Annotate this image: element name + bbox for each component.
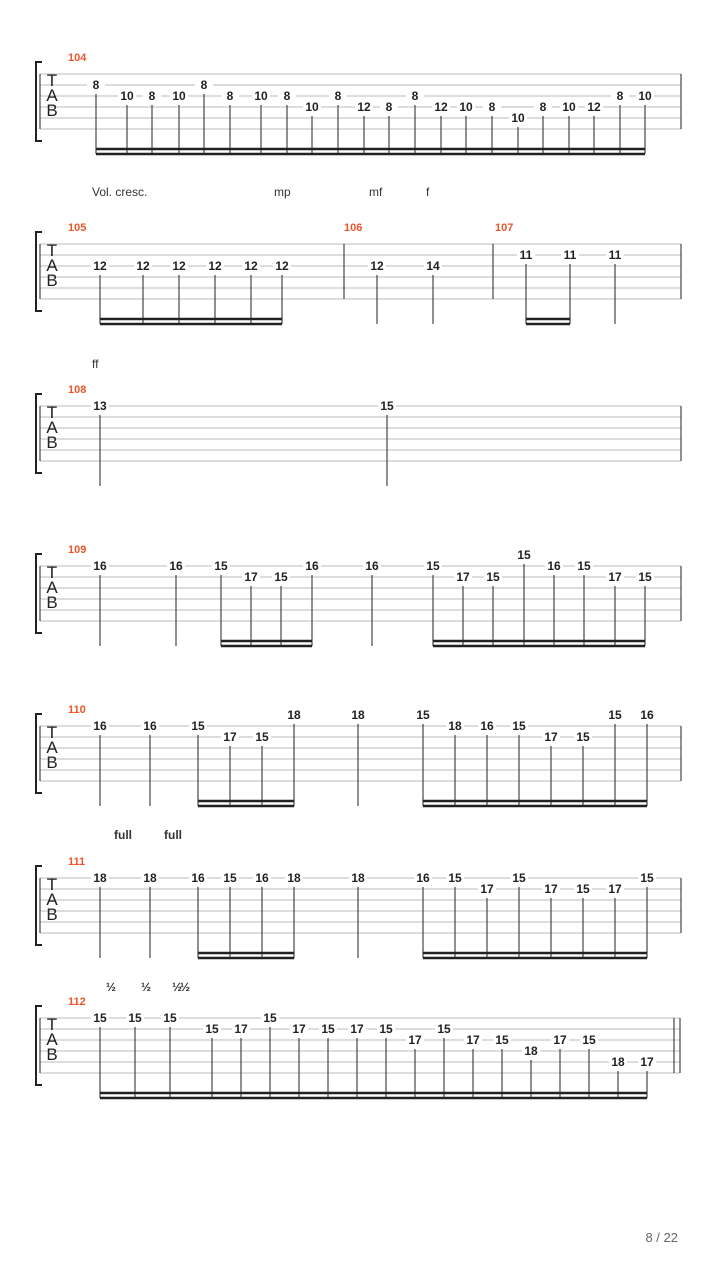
fret-number: 15	[128, 1011, 142, 1025]
fret-number: 8	[411, 89, 419, 103]
fret-number: 8	[92, 78, 100, 92]
fret-number: 15	[576, 730, 590, 744]
annotation-text: mp	[274, 185, 291, 199]
fret-number: 16	[191, 871, 205, 885]
tab-clef-letter: A	[46, 890, 58, 909]
tab-clef-letter: B	[46, 1045, 58, 1064]
measure-number: 112	[68, 996, 86, 1008]
fret-number: 17	[544, 730, 558, 744]
fret-number: 15	[274, 570, 288, 584]
fret-number: 15	[380, 399, 394, 413]
fret-number: 10	[511, 111, 525, 125]
fret-number: 16	[169, 559, 183, 573]
tab-clef-letter: B	[46, 753, 58, 772]
tab-clef-letter: A	[46, 738, 58, 757]
fret-number: 15	[517, 548, 531, 562]
fret-number: 17	[608, 570, 622, 584]
fret-number: 16	[640, 708, 654, 722]
fret-number: 16	[93, 559, 107, 573]
fret-number: 15	[93, 1011, 107, 1025]
fret-number: 16	[480, 719, 494, 733]
fret-number: 15	[448, 871, 462, 885]
measure-number: 107	[495, 222, 514, 234]
fret-number: 17	[640, 1055, 654, 1069]
fret-number: 16	[547, 559, 561, 573]
fret-number: 15	[437, 1022, 451, 1036]
fret-number: 15	[191, 719, 205, 733]
tab-clef-letter: B	[46, 101, 58, 120]
fret-number: 18	[351, 871, 365, 885]
fret-number: 18	[287, 708, 301, 722]
fret-number: 10	[254, 89, 268, 103]
fret-number: 15	[321, 1022, 335, 1036]
fret-number: 16	[93, 719, 107, 733]
fret-number: 15	[223, 871, 237, 885]
fret-number: 16	[365, 559, 379, 573]
fret-number: 15	[426, 559, 440, 573]
fret-number: 10	[305, 100, 319, 114]
tab-clef-letter: A	[46, 86, 58, 105]
fret-number: 8	[148, 89, 156, 103]
fret-number: 10	[120, 89, 134, 103]
fret-number: 15	[214, 559, 228, 573]
fret-number: 10	[638, 89, 652, 103]
fret-number: 15	[576, 882, 590, 896]
fret-number: 8	[385, 100, 393, 114]
fret-number: 8	[226, 89, 234, 103]
fret-number: 15	[263, 1011, 277, 1025]
fret-number: 16	[143, 719, 157, 733]
fret-number: 18	[351, 708, 365, 722]
fret-number: 12	[136, 259, 150, 273]
fret-number: 11	[519, 248, 533, 262]
fret-number: 17	[480, 882, 494, 896]
fret-number: 18	[524, 1044, 538, 1058]
measure-number: 111	[68, 856, 86, 868]
measure-number: 104	[68, 52, 87, 64]
fret-number: 11	[608, 248, 622, 262]
fret-number: 17	[553, 1033, 567, 1047]
fret-number: 17	[466, 1033, 480, 1047]
tab-clef-letter: B	[46, 905, 58, 924]
fret-number: 17	[244, 570, 258, 584]
fret-number: 8	[200, 78, 208, 92]
fret-number: 11	[563, 248, 577, 262]
fret-number: 12	[434, 100, 448, 114]
measure-number: 108	[68, 384, 87, 396]
measure-number: 105	[68, 222, 87, 234]
fret-number: 12	[208, 259, 222, 273]
tab-clef-letter: T	[46, 71, 58, 90]
annotation-text: ½	[172, 980, 183, 994]
fret-number: 15	[512, 871, 526, 885]
fret-number: 13	[93, 399, 107, 413]
measure-number: 109	[68, 544, 87, 556]
fret-number: 10	[459, 100, 473, 114]
annotation-text: ff	[92, 357, 99, 371]
fret-number: 15	[205, 1022, 219, 1036]
tab-clef-letter: T	[46, 723, 58, 742]
fret-number: 12	[370, 259, 384, 273]
fret-number: 15	[582, 1033, 596, 1047]
fret-number: 16	[416, 871, 430, 885]
tab-clef-letter: T	[46, 403, 58, 422]
fret-number: 8	[616, 89, 624, 103]
fret-number: 12	[587, 100, 601, 114]
fret-number: 8	[283, 89, 291, 103]
fret-number: 15	[638, 570, 652, 584]
fret-number: 18	[611, 1055, 625, 1069]
fret-number: 17	[408, 1033, 422, 1047]
fret-number: 16	[305, 559, 319, 573]
annotation-text: mf	[369, 185, 383, 199]
tab-clef-letter: A	[46, 578, 58, 597]
fret-number: 17	[234, 1022, 248, 1036]
tab-clef-letter: T	[46, 241, 58, 260]
fret-number: 17	[223, 730, 237, 744]
fret-number: 10	[562, 100, 576, 114]
fret-number: 12	[275, 259, 289, 273]
annotation-text: f	[426, 185, 430, 199]
annotation-text: Vol. cresc.	[92, 185, 148, 199]
fret-number: 17	[608, 882, 622, 896]
fret-number: 15	[577, 559, 591, 573]
tab-clef-letter: A	[46, 418, 58, 437]
fret-number: 18	[448, 719, 462, 733]
annotation-text: ½	[106, 980, 117, 994]
fret-number: 15	[163, 1011, 177, 1025]
fret-number: 8	[539, 100, 547, 114]
fret-number: 12	[93, 259, 107, 273]
fret-number: 14	[426, 259, 440, 273]
fret-number: 15	[608, 708, 622, 722]
fret-number: 12	[172, 259, 186, 273]
fret-number: 15	[416, 708, 430, 722]
measure-number: 106	[344, 222, 363, 234]
tab-clef-letter: T	[46, 1015, 58, 1034]
tab-clef-letter: T	[46, 563, 58, 582]
fret-number: 17	[544, 882, 558, 896]
tab-clef-letter: B	[46, 593, 58, 612]
fret-number: 15	[640, 871, 654, 885]
annotation-text: full	[164, 828, 182, 842]
fret-number: 18	[93, 871, 107, 885]
fret-number: 15	[379, 1022, 393, 1036]
fret-number: 18	[143, 871, 157, 885]
fret-number: 15	[512, 719, 526, 733]
fret-number: 15	[255, 730, 269, 744]
fret-number: 17	[350, 1022, 364, 1036]
tab-clef-letter: T	[46, 875, 58, 894]
annotation-text: full	[114, 828, 132, 842]
fret-number: 17	[292, 1022, 306, 1036]
fret-number: 18	[287, 871, 301, 885]
page-number: 8 / 22	[645, 1230, 678, 1245]
fret-number: 15	[486, 570, 500, 584]
annotation-text: ½	[141, 980, 152, 994]
measure-number: 110	[68, 704, 86, 716]
tab-clef-letter: B	[46, 433, 58, 452]
fret-number: 12	[244, 259, 258, 273]
fret-number: 8	[488, 100, 496, 114]
tab-clef-letter: A	[46, 1030, 58, 1049]
tab-clef-letter: B	[46, 271, 58, 290]
annotation-text: ½	[180, 980, 191, 994]
fret-number: 15	[495, 1033, 509, 1047]
fret-number: 12	[357, 100, 371, 114]
fret-number: 8	[334, 89, 342, 103]
fret-number: 10	[172, 89, 186, 103]
tab-clef-letter: A	[46, 256, 58, 275]
fret-number: 17	[456, 570, 470, 584]
fret-number: 16	[255, 871, 269, 885]
